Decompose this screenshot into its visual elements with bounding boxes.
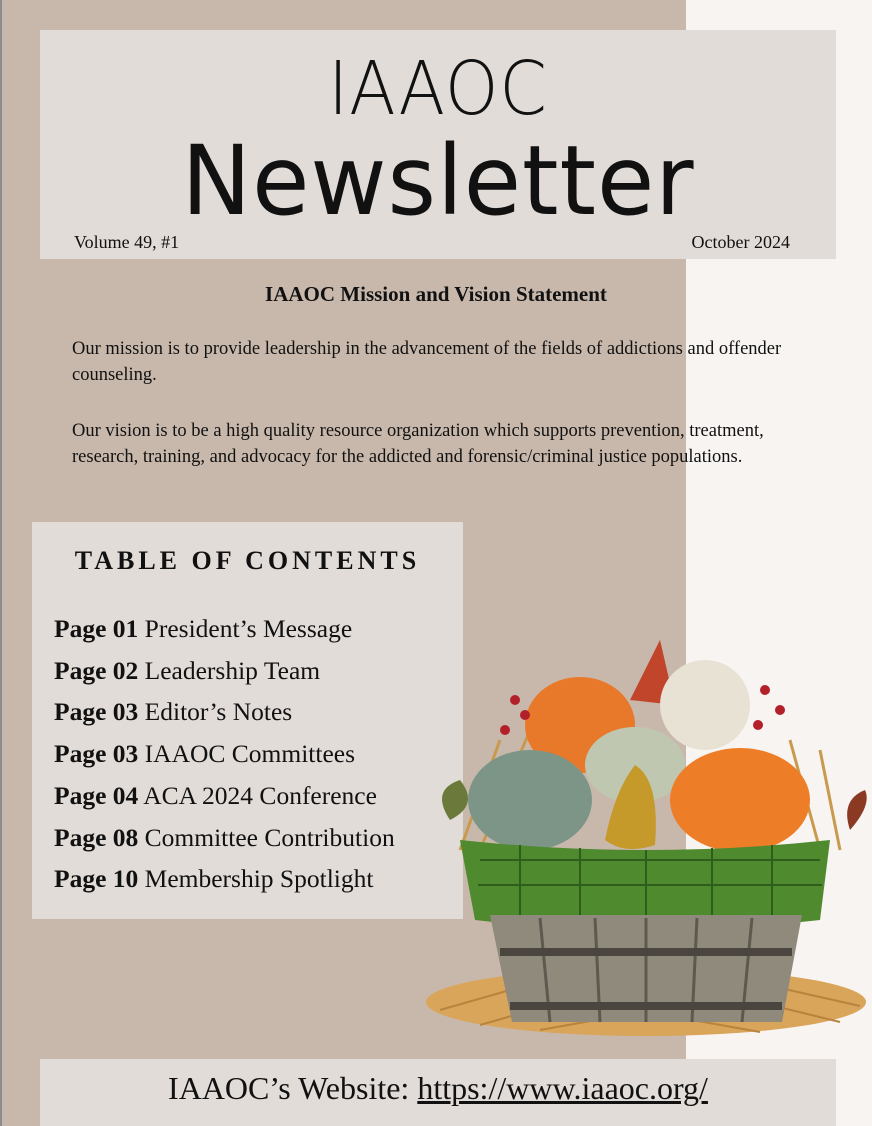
- page-edge: [0, 0, 2, 1126]
- toc-page: Page 04: [54, 780, 139, 810]
- toc-label: President’s Message: [144, 614, 353, 643]
- toc-item[interactable]: [54, 858, 395, 900]
- mission-text: Our mission is to provide leadership in the advancement of the fields of addictions and offender counseling.: [72, 339, 782, 385]
- basket-band: [510, 1002, 782, 1010]
- website-footer: [40, 1059, 836, 1126]
- issue-date: October 2024: [691, 232, 790, 252]
- toc-label: Committee Contribution: [144, 822, 395, 852]
- pumpkin-icon: [670, 748, 810, 852]
- leaf-icon: [847, 790, 867, 830]
- mission-heading: IAAOC Mission and Vision Statement: [265, 282, 607, 306]
- masthead-org: IAAOC: [328, 46, 548, 132]
- toc-item[interactable]: [54, 691, 395, 733]
- toc-item[interactable]: [54, 650, 395, 692]
- leaf-icon: [442, 780, 468, 820]
- vision-text: Our vision is to be a high quality resource organization which supports prevention, treatment, research, training, and advocacy for the addicted and forensic/criminal justice populations.: [72, 421, 764, 467]
- toc-list: [54, 608, 395, 900]
- website-link[interactable]: https://www.iaaoc.org/: [417, 1070, 708, 1106]
- toc-label: Editor’s Notes: [144, 697, 293, 727]
- toc-page: Page 08: [54, 822, 139, 852]
- toc-label: ACA 2024 Conference: [143, 780, 377, 810]
- toc-label: Leadership Team: [144, 655, 321, 685]
- toc-page: Page 10: [54, 864, 139, 894]
- website-label: IAAOC’s Website:: [168, 1070, 418, 1106]
- toc-item[interactable]: [54, 733, 395, 775]
- toc-label: Membership Spotlight: [144, 864, 374, 894]
- toc-item[interactable]: [54, 608, 395, 650]
- basket-band: [500, 948, 792, 956]
- toc-item[interactable]: [54, 817, 395, 859]
- pumpkin-icon: [660, 660, 750, 750]
- toc-page: Page 01: [54, 614, 139, 643]
- toc-title: TABLE OF CONTENTS: [74, 546, 421, 575]
- toc-item[interactable]: [54, 775, 395, 817]
- table-of-contents: [32, 522, 463, 919]
- volume-number: Volume 49, #1: [74, 232, 180, 252]
- toc-page: Page 03: [54, 739, 139, 769]
- masthead-title: Newsletter: [181, 125, 695, 237]
- pumpkin-icon: [468, 750, 592, 850]
- toc-label: IAAOC Committees: [144, 739, 356, 769]
- pumpkin-basket-illustration: [420, 630, 872, 1050]
- masthead: [40, 30, 836, 259]
- toc-page: Page 02: [54, 655, 139, 685]
- toc-page: Page 03: [54, 697, 139, 727]
